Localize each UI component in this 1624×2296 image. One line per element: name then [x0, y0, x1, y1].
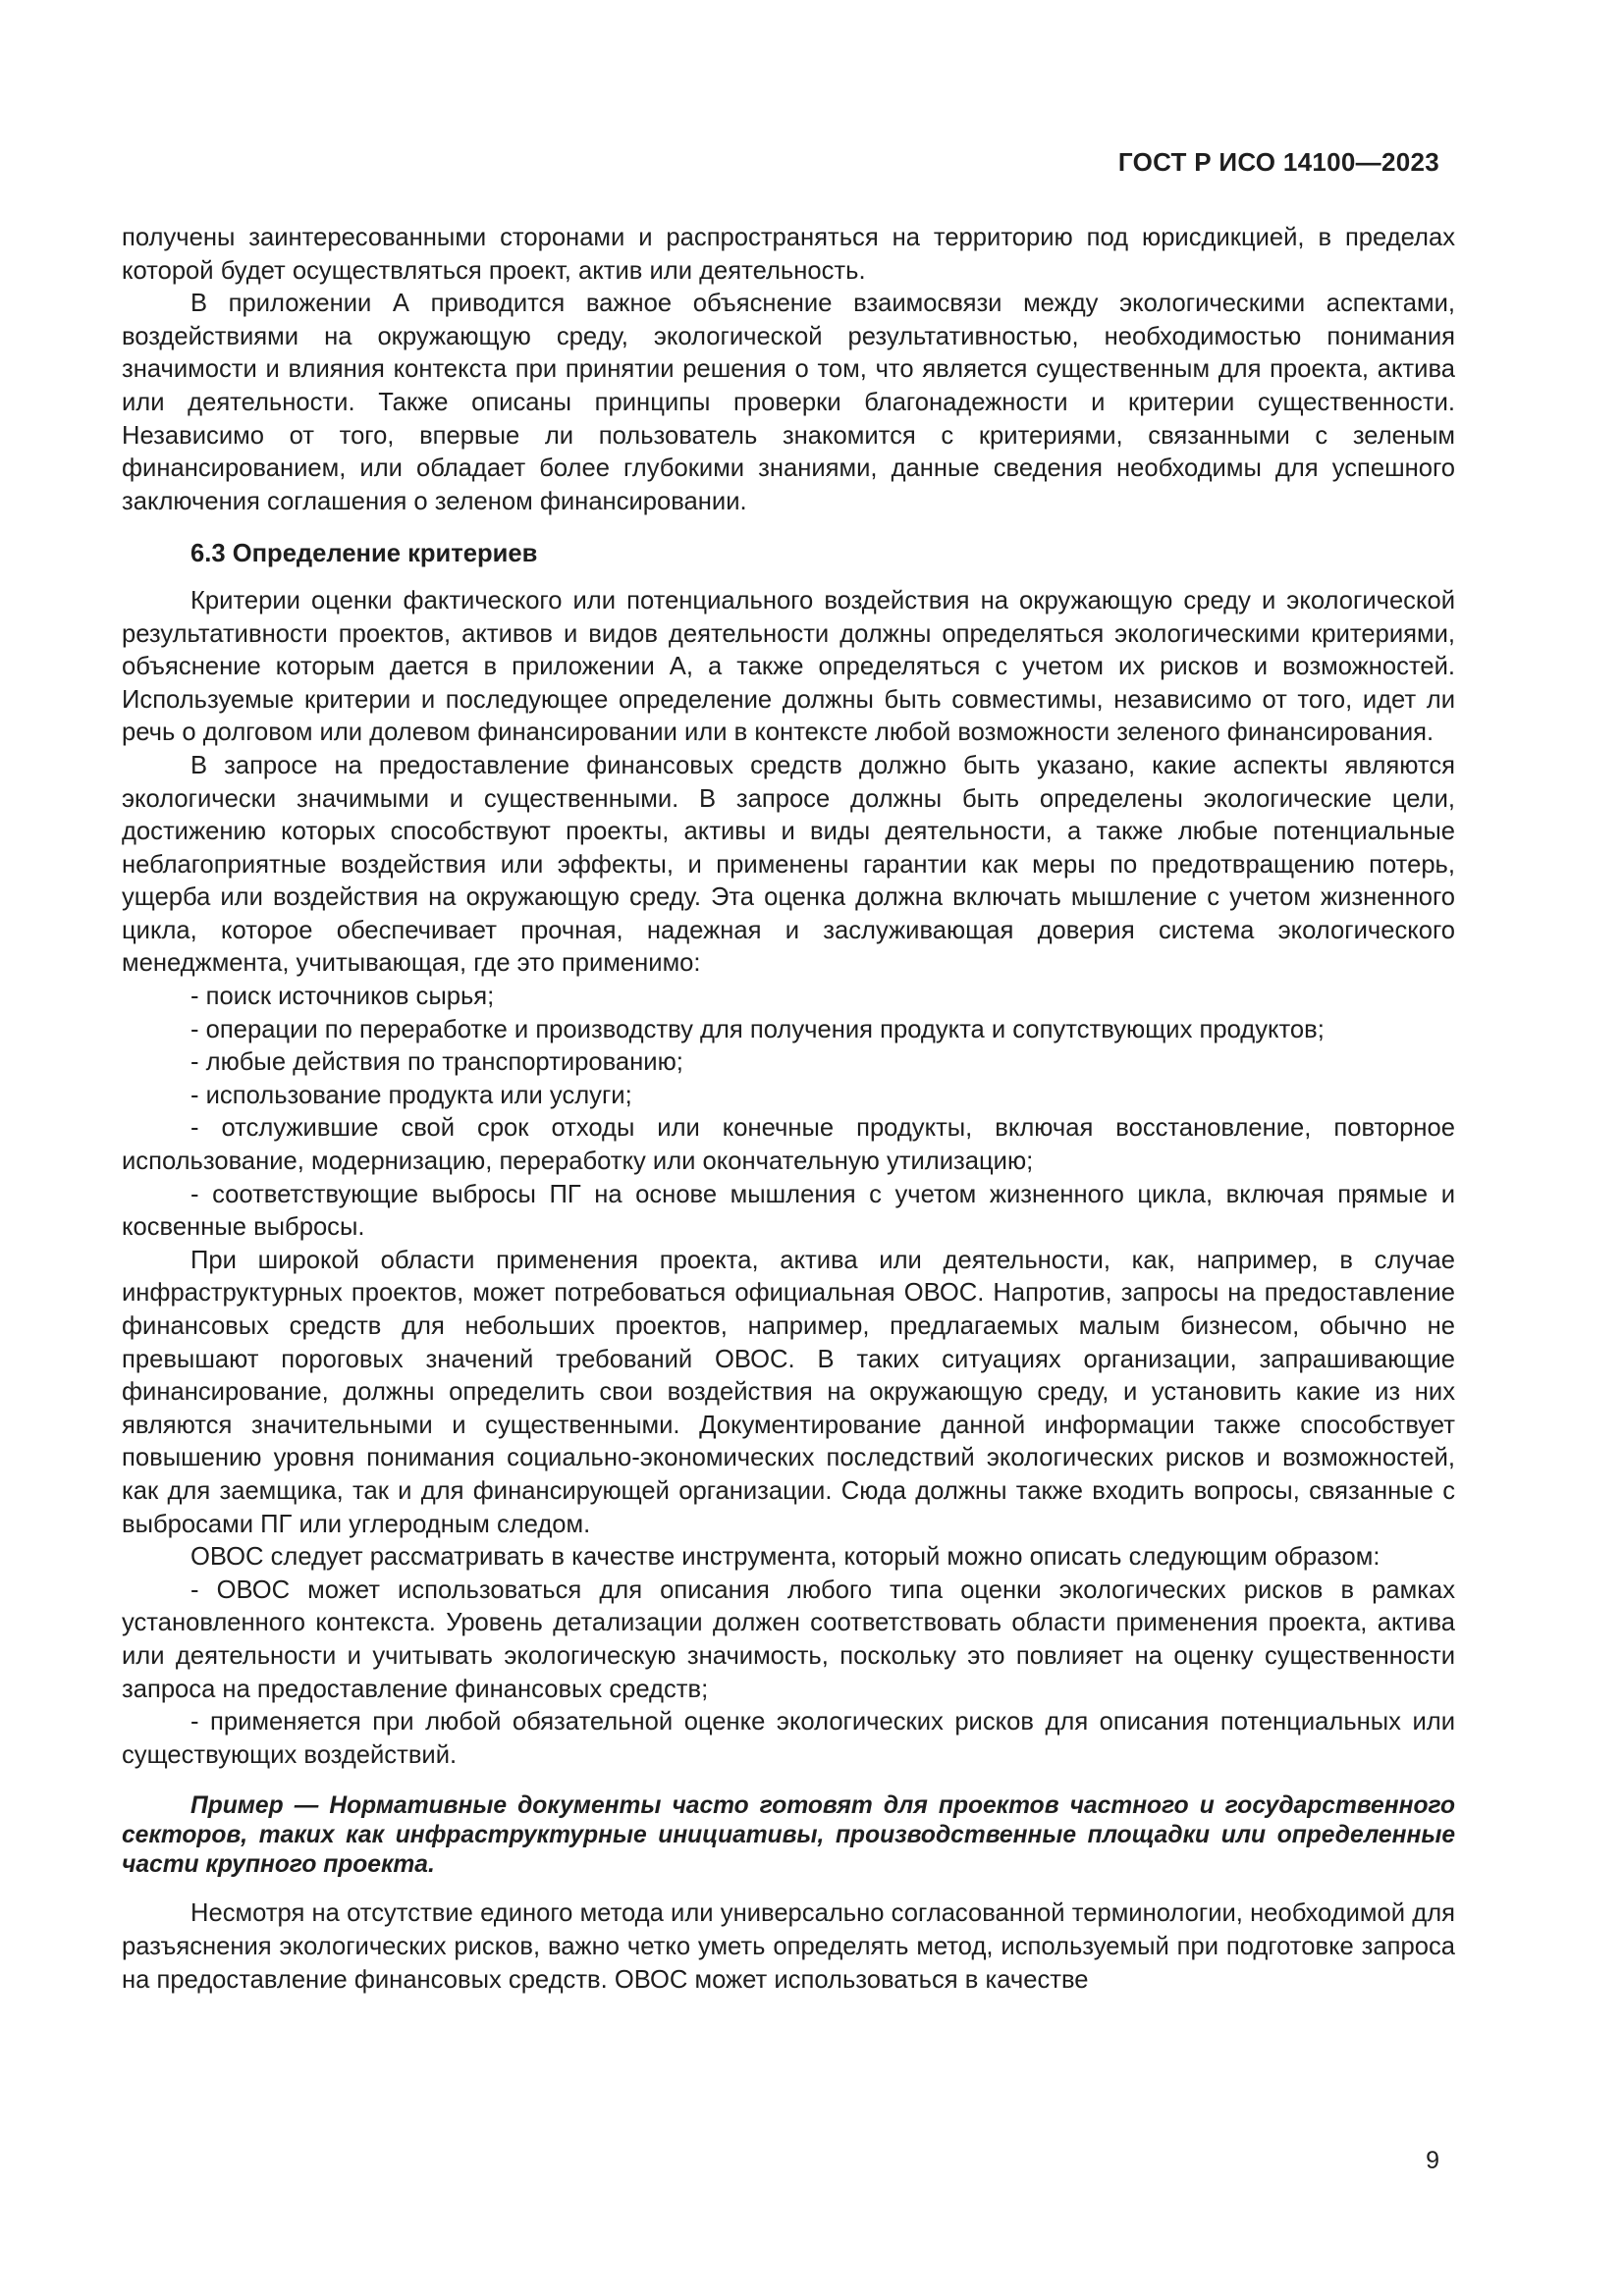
list-item: - любые действия по транспортированию; — [122, 1046, 1455, 1080]
list-item: - поиск источников сырья; — [122, 981, 1455, 1014]
document-body — [122, 222, 1455, 1997]
paragraph: Критерии оценки фактического или потенциального воздействия на окружающую среду и экологической результативности проектов, активов и видов деятельности должны определяться экологическими критериями, объяснение которым дается в приложении А, а также определяться с учетом их рисков и возможностей. Используемые критерии и последующее определение должны быть совместимы, независимо от того, идет ли речь о долговом или долевом финансировании или в контексте любой возможности зеленого финансирования. — [122, 586, 1455, 747]
list-item: - использование продукта или услуги; — [122, 1080, 1455, 1113]
paragraph: ОВОС следует рассматривать в качестве инструмента, который можно описать следующим образом: — [190, 1543, 1380, 1572]
paragraph: В приложении А приводится важное объяснение взаимосвязи между экологическими аспектами, воздействиями на окружающую среду, экологической результативностью, необходимостью понимания значимости и влияния контекста при принятии решения о том, что является существенным для проекта, актива или деятельности. Также описаны принципы проверки благонадежности и критерии существенности. Независимо от того, впервые ли пользователь знакомится с критериями, связанными с зеленым финансированием, или обладает более глубокими знаниями, данные сведения необходимы для успешного заключения соглашения о зеленом финансировании. — [122, 290, 1455, 515]
list-item: - операции по переработке и производству для получения продукта и сопутствующих продуктов; — [122, 1014, 1455, 1047]
paragraph: В запросе на предоставление финансовых средств должно быть указано, какие аспекты являются экологически значимыми и существенными. В запросе должны быть определены экологические цели, достижению которых способствуют проекты, активы и виды деятельности, а также любые потенциальные неблагоприятные воздействия или эффекты, и применены гарантии как меры по предотвращению потерь, ущерба или воздействия на окружающую среду. Эта оценка должна включать мышление с учетом жизненного цикла, которое обеспечивает прочная, надежная и заслуживающая доверия система экологического менеджмента, учитывающая, где это применимо: — [122, 751, 1455, 978]
paragraph: получены заинтересованными сторонами и распространяться на территорию под юрисдикцией, в пределах которой будет осуществляться проект, актив или деятельность. — [122, 224, 1455, 285]
list-item: - отслужившие свой срок отходы или конечные продукты, включая восстановление, повторное использование, модернизацию, переработку или окончательную утилизацию; — [122, 1112, 1455, 1178]
bullet-list — [122, 981, 1455, 1245]
list-item: - ОВОС может использоваться для описания любого типа оценки экологических рисков в рамках установленного контекста. Уровень детализации должен соответствовать области применения проекта, актива или деятельности и учитывать экологическую значимость, поскольку это повлияет на оценку существенности запроса на предоставление финансовых средств; — [122, 1575, 1455, 1706]
bullet-list — [122, 1575, 1455, 1773]
paragraph: Несмотря на отсутствие единого метода или универсально согласованной терминологии, необходимой для разъяснения экологических рисков, важно четко уметь определять метод, используемый при подготовке запроса на предоставление финансовых средств. ОВОС может использоваться в качестве — [122, 1899, 1455, 1994]
example-note: Пример — Нормативные документы часто готовят для проектов частного и государственного секторов, таких как инфраструктурные инициативы, производственные площадки или определенные части крупного проекта. — [122, 1792, 1455, 1879]
section-heading: 6.3 Определение критериев — [190, 540, 538, 568]
page-number: 9 — [1426, 2147, 1439, 2174]
list-item: - соответствующие выбросы ПГ на основе мышления с учетом жизненного цикла, включая прямые и косвенные выбросы. — [122, 1179, 1455, 1245]
list-item: - применяется при любой обязательной оценке экологических рисков для описания потенциальных или существующих воздействий. — [122, 1706, 1455, 1772]
document-header: ГОСТ Р ИСО 14100—2023 — [1117, 147, 1439, 177]
paragraph: При широкой области применения проекта, актива или деятельности, как, например, в случае инфраструктурных проектов, может потребоваться официальная ОВОС. Напротив, запросы на предоставление финансовых средств для небольших проектов, например, предлагаемых малым бизнесом, обычно не превышают пороговых значений требований ОВОС. В таких ситуациях организации, запрашивающие финансирование, должны определить свои воздействия на окружающую среду, и установить какие из них являются значительными и существенными. Документирование данной информации также способствует повышению уровня понимания социально-экономических последствий экологических рисков и возможностей, как для заемщика, так и для финансирующей организации. Сюда должны также входить вопросы, связанные с выбросами ПГ или углеродным следом. — [122, 1246, 1455, 1538]
